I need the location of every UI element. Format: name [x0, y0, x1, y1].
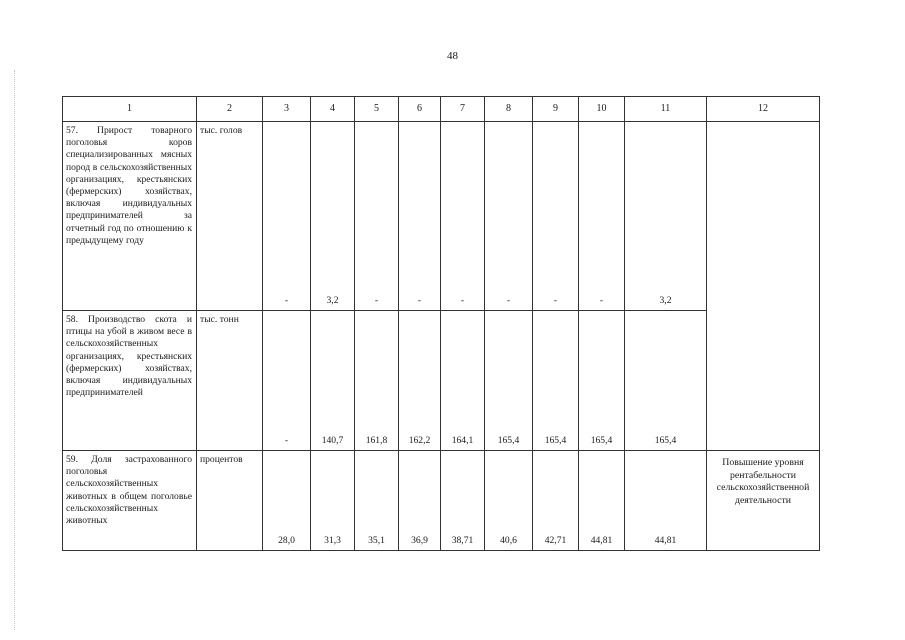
value-cell: 165,4	[533, 311, 579, 451]
header-cell: 9	[533, 97, 579, 122]
header-cell: 10	[579, 97, 625, 122]
value-cell: -	[579, 122, 625, 311]
left-margin-marks	[14, 70, 16, 630]
value-cell: 28,0	[263, 451, 311, 551]
value-cell: 162,2	[399, 311, 441, 451]
value-cell: -	[533, 122, 579, 311]
header-cell: 1	[63, 97, 197, 122]
indicator-name: 57. Прирост товарного поголовья коров специализированных мясных пород в сельскохозяйственных организациях, крестьянских (фермерских) хозяйствах, включая индивидуальных предпринимателей за отчетный год по отношению к предыдущему году	[63, 122, 197, 311]
header-cell: 4	[311, 97, 355, 122]
value-cell: -	[263, 311, 311, 451]
value-cell: -	[399, 122, 441, 311]
goal-cell: Повышение уровня рентабельности сельскохозяйственной деятельности	[707, 451, 820, 551]
value-cell: -	[441, 122, 485, 311]
value-cell: -	[355, 122, 399, 311]
value-cell: 44,81	[625, 451, 707, 551]
value-cell: 161,8	[355, 311, 399, 451]
value-cell: 31,3	[311, 451, 355, 551]
page-number: 48	[447, 50, 458, 62]
header-cell: 7	[441, 97, 485, 122]
table-row	[63, 451, 820, 551]
indicator-name: 58. Производство скота и птицы на убой в живом весе в сельскохозяйственных организациях, крестьянских (фермерских) хозяйствах, включая индивидуальных предпринимателей	[63, 311, 197, 451]
value-cell: 3,2	[625, 122, 707, 311]
value-cell: 140,7	[311, 311, 355, 451]
indicators-table	[62, 96, 820, 551]
indicator-unit: тыс. голов	[197, 122, 263, 311]
header-row	[63, 97, 820, 122]
value-cell: 38,71	[441, 451, 485, 551]
table-row	[63, 311, 820, 451]
table-row	[63, 122, 820, 311]
header-cell: 3	[263, 97, 311, 122]
value-cell: 3,2	[311, 122, 355, 311]
header-cell: 2	[197, 97, 263, 122]
value-cell: 165,4	[579, 311, 625, 451]
value-cell: 165,4	[485, 311, 533, 451]
header-cell: 8	[485, 97, 533, 122]
indicator-unit: процентов	[197, 451, 263, 551]
goal-cell	[707, 122, 820, 451]
header-cell: 11	[625, 97, 707, 122]
value-cell: 42,71	[533, 451, 579, 551]
value-cell: 40,6	[485, 451, 533, 551]
indicator-name: 59. Доля застрахованного поголовья сельскохозяйственных животных в общем поголовье сельскохозяйственных животных	[63, 451, 197, 551]
indicator-unit: тыс. тонн	[197, 311, 263, 451]
value-cell: 44,81	[579, 451, 625, 551]
value-cell: 164,1	[441, 311, 485, 451]
header-cell: 12	[707, 97, 820, 122]
value-cell: 36,9	[399, 451, 441, 551]
header-cell: 6	[399, 97, 441, 122]
value-cell: -	[263, 122, 311, 311]
value-cell: 35,1	[355, 451, 399, 551]
header-cell: 5	[355, 97, 399, 122]
value-cell: -	[485, 122, 533, 311]
value-cell: 165,4	[625, 311, 707, 451]
